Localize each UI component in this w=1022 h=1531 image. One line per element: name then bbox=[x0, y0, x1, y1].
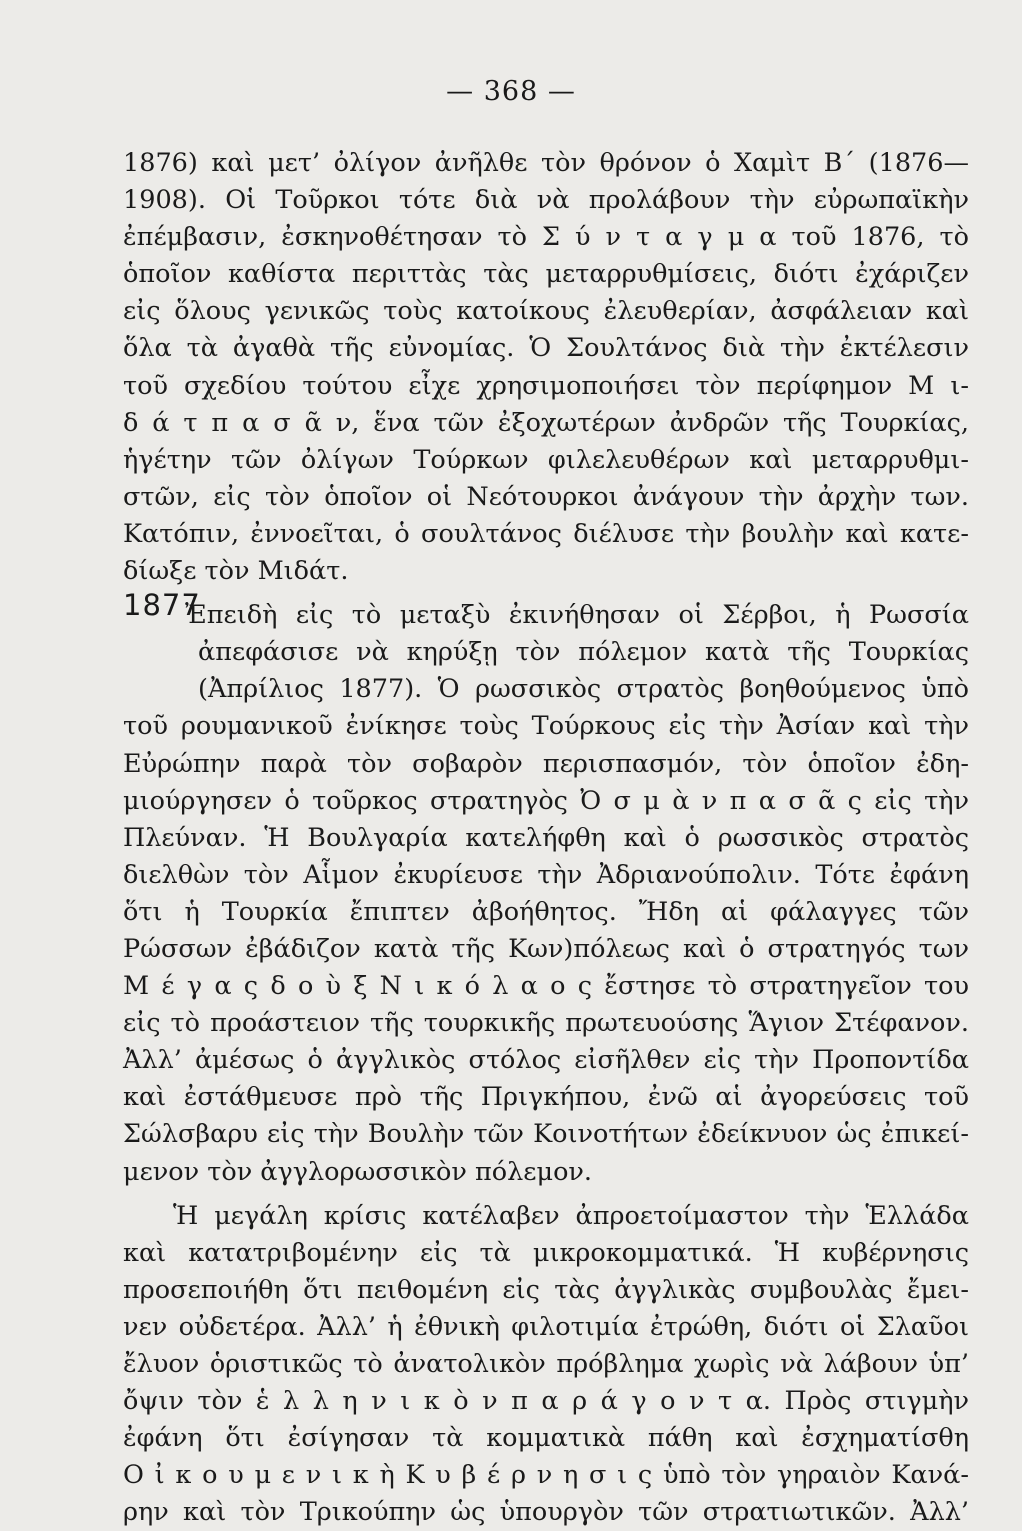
text-line: Ἀλλ’ ἀμέσως ὁ ἀγγλικὸς στόλος εἰσῆλθεν εἰς τὴν Προποντίδα bbox=[123, 1045, 969, 1076]
text-line: Σώλσβαρυ εἰς τὴν Βουλὴν τῶν Κοινοτήτων ἐδείκνυον ὡς ἐπικεί- bbox=[123, 1119, 969, 1150]
text-line: καὶ ἐστάθμευσε πρὸ τῆς Πριγκήπου, ἐνῶ αἱ ἀγορεύσεις τοῦ bbox=[123, 1082, 969, 1113]
text-line: ὅλα τὰ ἀγαθὰ τῆς εὐνομίας. Ὁ Σουλτάνος διὰ τὴν ἐκτέλεσιν bbox=[123, 333, 969, 364]
text-line: 1876) καὶ μετ’ ὀλίγον ἀνῆλθε τὸν θρόνον ὁ Χαμὶτ Β΄ (1876— bbox=[123, 148, 969, 178]
text-line: ὄψιν τὸν ἑ λ λ η ν ι κ ὸ ν π α ρ ά γ ο ν τ α. Πρὸς στιγμὴν bbox=[123, 1386, 969, 1417]
text-line: ἔλυον ὁριστικῶς τὸ ἀνατολικὸν πρόβλημα χωρὶς νὰ λάβουν ὑπ’ bbox=[123, 1349, 969, 1379]
text-line: μενον τὸν ἀγγλορωσσικὸν πόλεμον. bbox=[123, 1156, 593, 1187]
text-line: προσεποιήθη ὅτι πειθομένη εἰς τὰς ἀγγλικὰς συμβουλὰς ἔμει- bbox=[123, 1274, 969, 1305]
text-line: δίωξε τὸν Μιδάτ. bbox=[123, 556, 349, 587]
text-line: τοῦ σχεδίου τούτου εἶχε χρησιμοποιήσει τὸν περίφημον Μ ι- bbox=[123, 370, 969, 401]
text-line: εἰς ὅλους γενικῶς τοὺς κατοίκους ἐλευθερίαν, ἀσφάλειαν καὶ bbox=[123, 296, 969, 327]
text-line: Ο ἰ κ ο υ μ ε ν ι κ ὴ Κ υ β έ ρ ν η σ ι ς ὑπὸ τὸν γηραιὸν Κανά- bbox=[123, 1460, 969, 1491]
text-line: Πλεύναν. Ἡ Βουλγαρία κατελήφθη καὶ ὁ ρωσσικὸς στρατὸς bbox=[123, 822, 969, 853]
text-line: τοῦ ρουμανικοῦ ἐνίκησε τοὺς Τούρκους εἰς τὴν Ἀσίαν καὶ τὴν bbox=[123, 711, 969, 742]
text-line: (Ἀπρίλιος 1877). Ὁ ρωσσικὸς στρατὸς βοηθούμενος ὑπὸ bbox=[198, 674, 969, 705]
text-line: εἰς τὸ προάστειον τῆς τουρκικῆς πρωτευούσης Ἅγιον Στέφανον. bbox=[123, 1008, 969, 1039]
text-line: καὶ κατατριβομένην εἰς τὰ μικροκομματικά. Ἡ κυβέρνησις bbox=[123, 1237, 969, 1268]
text-line: ρην καὶ τὸν Τρικούπην ὡς ὑπουργὸν τῶν στρατιωτικῶν. Ἀλλ’ bbox=[123, 1497, 969, 1528]
text-line: ἐπέμβασιν, ἐσκηνοθέτησαν τὸ Σ ύ ν τ α γ μ α τοῦ 1876, τὸ bbox=[123, 222, 969, 253]
margin-year-note: 1877 bbox=[123, 588, 201, 622]
text-line: Μ έ γ α ς δ ο ὺ ξ Ν ι κ ό λ α ο ς ἔστησε τὸ στρατηγεῖον του bbox=[123, 971, 969, 1002]
text-line: ἀπεφάσισε νὰ κηρύξῃ τὸν πόλεμον κατὰ τῆς Τουρκίας bbox=[198, 637, 969, 668]
text-line: 1908). Οἱ Τοῦρκοι τότε διὰ νὰ προλάβουν τὴν εὐρωπαϊκὴν bbox=[123, 185, 969, 216]
body-text bbox=[123, 145, 969, 1531]
text-line: διελθὼν τὸν Αἷμον ἐκυρίευσε τὴν Ἀδριανούπολιν. Τότε ἐφάνη bbox=[123, 859, 969, 890]
text-line: Κατόπιν, ἐννοεῖται, ὁ σουλτάνος διέλυσε τὴν βουλὴν καὶ κατε- bbox=[123, 518, 969, 549]
text-line: ἡγέτην τῶν ὀλίγων Τούρκων φιλελευθέρων καὶ μεταρρυθμι- bbox=[123, 444, 969, 475]
text-line: Ρώσσων ἐβάδιζον κατὰ τῆς Κων)πόλεως καὶ ὁ στρατηγός των bbox=[123, 933, 969, 964]
text-line: δ ά τ π α σ ᾶ ν, ἕνα τῶν ἐξοχωτέρων ἀνδρῶν τῆς Τουρκίας, bbox=[123, 407, 969, 438]
text-line: ἐφάνη ὅτι ἐσίγησαν τὰ κομματικὰ πάθη καὶ ἐσχηματίσθη bbox=[123, 1423, 969, 1454]
text-line: Ἐπειδὴ εἰς τὸ μεταξὺ ἐκινήθησαν οἱ Σέρβοι, ἡ Ρωσσία bbox=[185, 600, 969, 631]
text-line: Εὐρώπην παρὰ τὸν σοβαρὸν περισπασμόν, τὸν ὁποῖον ἐδη- bbox=[123, 748, 969, 779]
text-line: ὁποῖον καθίστα περιττὰς τὰς μεταρρυθμίσεις, διότι ἐχάριζεν bbox=[123, 259, 969, 290]
page-number: — 368 — bbox=[446, 76, 576, 107]
text-line: Ἡ μεγάλη κρίσις κατέλαβεν ἀπροετοίμαστον τὴν Ἑλλάδα bbox=[173, 1200, 969, 1231]
text-line: μιούργησεν ὁ τοῦρκος στρατηγὸς Ὀ σ μ ὰ ν π α σ ᾶ ς εἰς τὴν bbox=[123, 785, 969, 816]
text-line: ὅτι ἡ Τουρκία ἔπιπτεν ἀβοήθητος. Ἤδη αἱ φάλαγγες τῶν bbox=[123, 896, 969, 927]
text-line: στῶν, εἰς τὸν ὁποῖον οἱ Νεότουρκοι ἀνάγουν τὴν ἀρχὴν των. bbox=[123, 481, 969, 512]
text-line: νεν οὐδετέρα. Ἀλλ’ ἡ ἐθνικὴ φιλοτιμία ἐτρώθη, διότι οἱ Σλαῦοι bbox=[123, 1311, 969, 1342]
